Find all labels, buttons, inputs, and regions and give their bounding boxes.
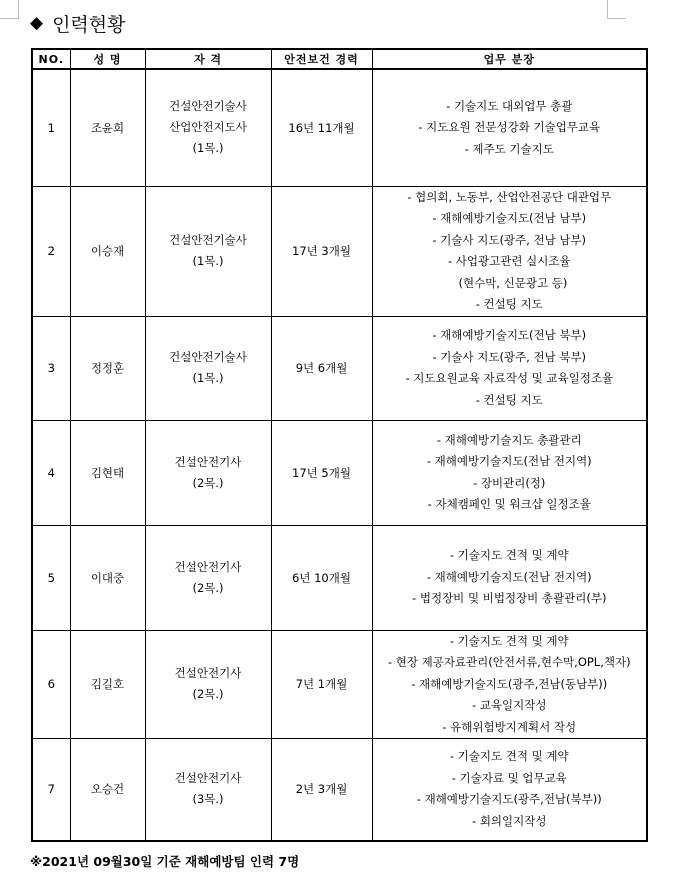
qualification-line: (1목.) — [192, 254, 224, 268]
duty-line: - 사업광고관련 실시조율 — [447, 254, 571, 268]
duty-line: - 재해예방기술지도(광주,전남(북부)) — [416, 792, 602, 807]
duty-line: - 협의회, 노동부, 산업안전공단 대관업무 — [407, 189, 612, 204]
qualification-line: (1목.) — [192, 371, 224, 385]
row-duties — [372, 525, 647, 630]
diamond-bullet-icon: ◆ — [30, 13, 44, 33]
page-corner-mark — [0, 0, 19, 19]
row-no: 5 — [32, 525, 70, 630]
row-name: 조윤희 — [70, 69, 145, 186]
qualification-line: 건설안전기사 — [174, 454, 242, 469]
row-qualifications — [145, 630, 271, 739]
row-no: 3 — [32, 316, 70, 420]
row-career: 6년 10개월 — [271, 525, 372, 630]
section-title: 인력현황 — [52, 13, 126, 36]
duty-line: - 재해예방기술지도(광주,전남(동남부)) — [411, 676, 608, 691]
duty-line: - 재해예방기술지도(전남 남부) — [432, 211, 587, 225]
row-duties — [372, 739, 647, 841]
row-career: 2년 3개월 — [271, 739, 372, 841]
row-name: 정정훈 — [70, 316, 145, 420]
row-career: 17년 3개월 — [271, 186, 372, 316]
row-no: 7 — [32, 739, 70, 841]
table-row — [32, 630, 647, 739]
table-body — [32, 69, 647, 841]
row-name: 김길호 — [70, 630, 145, 739]
qualification-line: (3목.) — [192, 792, 224, 807]
row-duties — [372, 630, 647, 739]
duty-line: - 유해위험방지계획서 작성 — [442, 719, 577, 734]
row-qualifications — [145, 525, 271, 630]
duty-line: - 법정장비 및 비법정장비 총괄관리(부) — [412, 591, 607, 606]
row-career: 16년 11개월 — [271, 69, 372, 186]
duty-line: - 교육일지작성 — [472, 698, 547, 712]
duty-line: - 기술지도 견적 및 계약 — [449, 633, 569, 648]
row-qualifications — [145, 739, 271, 841]
row-name: 이승재 — [70, 186, 145, 316]
table-row — [32, 420, 647, 525]
duty-line: - 지도요원 전문성강화 기술업무교육 — [418, 120, 601, 134]
duty-line: - 재해예방기술지도(전남 전지역) — [426, 569, 592, 584]
duty-line: - 기술자료 및 업무교육 — [451, 770, 567, 785]
header-name: 성 명 — [70, 49, 145, 69]
duty-line: - 지도요원교육 자료작성 및 교육일정조율 — [405, 371, 614, 385]
table-row — [32, 739, 647, 841]
table-row — [32, 186, 647, 316]
header-duties: 업무 분장 — [372, 49, 647, 69]
row-duties — [372, 420, 647, 525]
row-career: 17년 5개월 — [271, 420, 372, 525]
qualification-line: (2목.) — [192, 475, 224, 490]
row-duties — [372, 316, 647, 420]
row-career: 7년 1개월 — [271, 630, 372, 739]
qualification-line: 건설안전기사 — [174, 771, 242, 786]
footnote: ※2021년 09월30일 기준 재해예방팀 인력 7명 — [30, 854, 300, 869]
page-corner-mark — [607, 0, 626, 19]
table-row — [32, 316, 647, 420]
row-name: 오승건 — [70, 739, 145, 841]
section-heading — [30, 8, 126, 38]
qualification-line: 건설안전기사 — [174, 666, 242, 681]
duty-line: - 컨설팅 지도 — [475, 392, 543, 407]
staff-table — [31, 48, 648, 842]
table-header-row — [32, 49, 647, 69]
qualification-line: (2목.) — [192, 687, 224, 702]
row-name: 이대중 — [70, 525, 145, 630]
qualification-line: 산업안전지도사 — [169, 120, 247, 135]
duty-line: - 기술지도 견적 및 계약 — [449, 749, 569, 764]
duty-line: - 컨설팅 지도 — [475, 297, 543, 311]
duty-line: - 기술지도 견적 및 계약 — [449, 548, 569, 563]
row-no: 6 — [32, 630, 70, 739]
qualification-line: 건설안전기사 — [174, 559, 242, 574]
duty-line: - 장비관리(정) — [473, 475, 546, 490]
row-name: 김현태 — [70, 420, 145, 525]
duty-line: - 기술사 지도(광주, 전남 남부) — [432, 232, 587, 247]
row-qualifications — [145, 186, 271, 316]
qualification-line: 건설안전기술사 — [169, 350, 247, 364]
duty-line: - 기술사 지도(광주, 전남 북부) — [432, 349, 587, 364]
qualification-line: 건설안전기술사 — [169, 99, 247, 114]
qualification-line: (2목.) — [192, 580, 224, 595]
duty-line: - 현장 제공자료관리(안전서류,현수막,OPL,책자) — [387, 655, 631, 669]
row-duties — [372, 69, 647, 186]
qualification-line: (1목.) — [192, 141, 224, 156]
header-career: 안전보건 경력 — [271, 49, 372, 69]
duty-line: - 재해예방기술지도(전남 전지역) — [426, 454, 592, 468]
duty-line: (현수막, 신문광고 등) — [451, 275, 568, 290]
duty-line: - 기술지도 대외업무 총괄 — [446, 98, 573, 113]
row-no: 1 — [32, 69, 70, 186]
row-qualifications — [145, 420, 271, 525]
row-no: 2 — [32, 186, 70, 316]
row-career: 9년 6개월 — [271, 316, 372, 420]
duty-line: - 회의일지작성 — [472, 813, 547, 828]
duty-line: - 자체캠페인 및 워크샵 일정조율 — [427, 497, 591, 511]
duty-line: - 재해예방기술지도 총괄관리 — [436, 432, 582, 447]
row-duties — [372, 186, 647, 316]
row-qualifications — [145, 316, 271, 420]
header-qualification: 자 격 — [145, 49, 271, 69]
duty-line: - 제주도 기술지도 — [464, 141, 554, 156]
table-row — [32, 525, 647, 630]
table-row — [32, 69, 647, 186]
header-no: NO. — [32, 49, 70, 69]
row-qualifications — [145, 69, 271, 186]
row-no: 4 — [32, 420, 70, 525]
qualification-line: 건설안전기술사 — [169, 233, 247, 247]
duty-line: - 재해예방기술지도(전남 북부) — [432, 328, 587, 342]
